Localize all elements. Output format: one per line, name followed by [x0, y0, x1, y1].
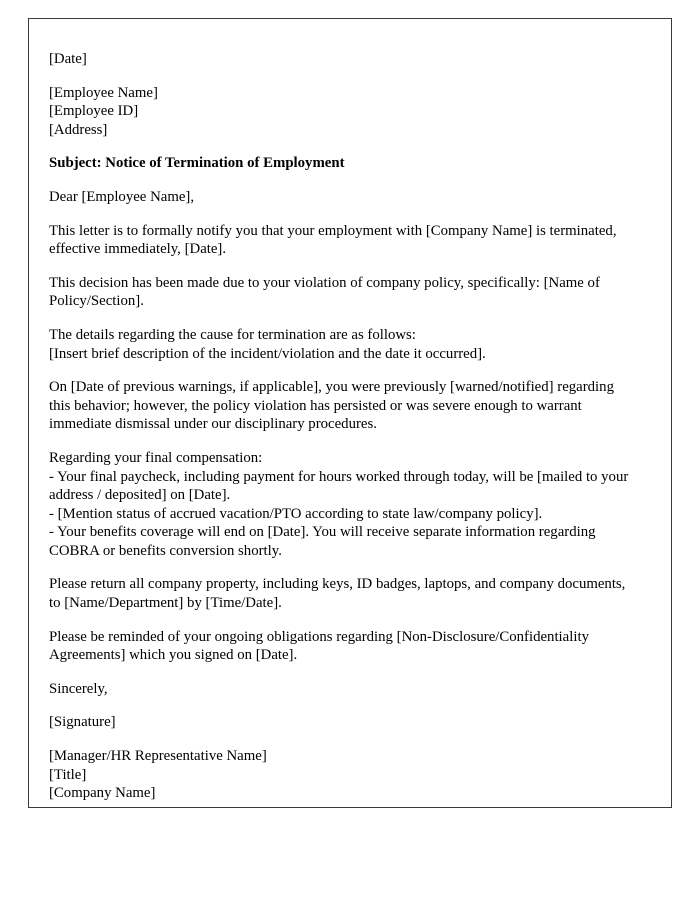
paragraph-notification: This letter is to formally notify you that your employment with [Company Name] is terminated, effective immediately, [Date]. — [49, 222, 617, 258]
paragraph-obligations: Please be reminded of your ongoing obligations regarding [Non-Disclosure/Confidentiality Agreements] which you signed on [Date]. — [49, 628, 589, 664]
letter-page — [28, 18, 672, 808]
salutation-line: Dear [Employee Name], — [49, 188, 195, 205]
compensation-item-paycheck: - Your final paycheck, including payment for hours worked through today, will be [mailed to your address / deposited] on [Date]. — [49, 468, 629, 504]
compensation-item-benefits: - Your benefits coverage will end on [Date]. You will receive separate information regarding COBRA or benefits conversion shortly. — [49, 524, 596, 559]
signer-company-line: [Company Name] — [49, 785, 156, 802]
details-intro-line: The details regarding the cause for termination are as follows: — [49, 326, 416, 343]
paragraph-details — [49, 326, 633, 363]
signature-placeholder-line: [Signature] — [49, 714, 116, 731]
paragraph-warnings: On [Date of previous warnings, if applicable], you were previously [warned/notified] regarding this behavior; however, the policy violation has persisted or was severe enough to warrant immediate dismissal under our disciplinary procedures. — [49, 379, 614, 433]
paragraph-reason: This decision has been made due to your violation of company policy, specifically: [Name of Policy/Section]. — [49, 274, 600, 310]
recipient-id-line: [Employee ID] — [49, 103, 139, 120]
paragraph-property-return: Please return all company property, including keys, ID badges, laptops, and company documents, to [Name/Department] by [Time/Date]. — [49, 576, 626, 612]
recipient-address-line: [Address] — [49, 121, 108, 138]
compensation-intro-line: Regarding your final compensation: — [49, 449, 263, 466]
closing-line: Sincerely, — [49, 680, 108, 697]
signer-title-line: [Title] — [49, 766, 87, 783]
signer-name-line: [Manager/HR Representative Name] — [49, 748, 267, 765]
recipient-block — [49, 84, 633, 140]
subject-line: Subject: Notice of Termination of Employment — [49, 155, 345, 172]
signer-block — [49, 747, 633, 803]
recipient-name-line: [Employee Name] — [49, 84, 158, 101]
compensation-block — [49, 449, 633, 561]
details-placeholder-line: [Insert brief description of the incident/violation and the date it occurred]. — [49, 345, 486, 362]
date-line: [Date] — [49, 51, 87, 67]
compensation-item-pto: - [Mention status of accrued vacation/PTO according to state law/company policy]. — [49, 505, 543, 522]
